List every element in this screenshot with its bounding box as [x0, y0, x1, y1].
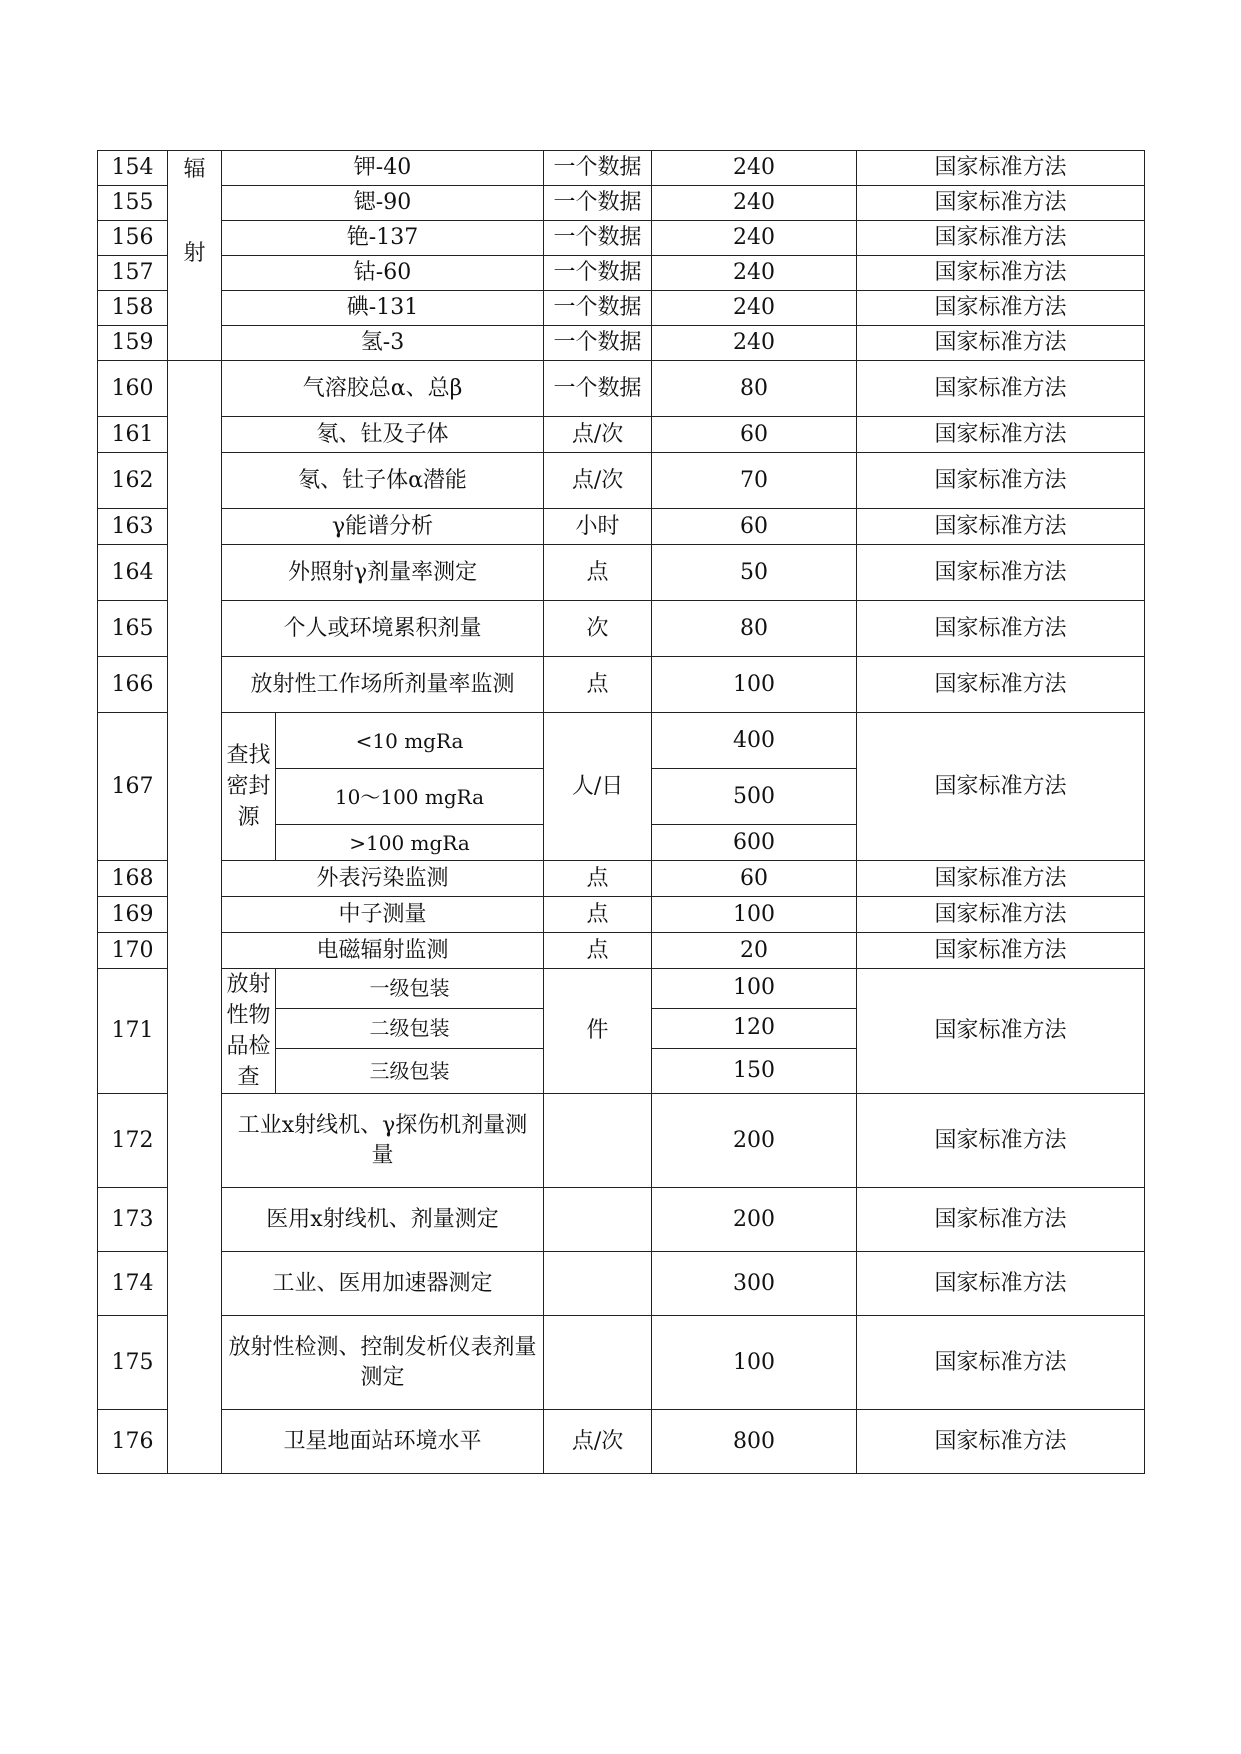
cell-method: 国家标准方法 — [857, 417, 1145, 453]
cell-method: 国家标准方法 — [857, 1410, 1145, 1474]
cell-no: 174 — [98, 1252, 168, 1316]
cell-unit: 一个数据 — [544, 186, 652, 221]
cell-no: 159 — [98, 326, 168, 361]
cell-no: 164 — [98, 545, 168, 601]
cell-method: 国家标准方法 — [857, 151, 1145, 186]
table-row — [98, 933, 1145, 969]
cell-item: 氡、钍子体α潜能 — [222, 453, 544, 509]
cell-item: 工业、医用加速器测定 — [222, 1252, 544, 1316]
sub-item: 一级包装 — [276, 969, 544, 1009]
cell-method: 国家标准方法 — [857, 509, 1145, 545]
cell-unit: 点/次 — [544, 453, 652, 509]
cell-item: 中子测量 — [222, 897, 544, 933]
cell-unit — [544, 1188, 652, 1252]
table-row — [98, 601, 1145, 657]
cell-unit: 点/次 — [544, 1410, 652, 1474]
cell-method: 国家标准方法 — [857, 361, 1145, 417]
sub-item: >100 mgRa — [276, 825, 544, 861]
cell-unit: 点 — [544, 897, 652, 933]
cell-method: 国家标准方法 — [857, 326, 1145, 361]
table-row — [98, 291, 1145, 326]
cell-unit: 件 — [544, 969, 652, 1094]
cell-unit: 一个数据 — [544, 361, 652, 417]
cell-no: 154 — [98, 151, 168, 186]
cell-method: 国家标准方法 — [857, 545, 1145, 601]
cell-unit: 人/日 — [544, 713, 652, 861]
cell-unit: 点 — [544, 861, 652, 897]
sub-item: 三级包装 — [276, 1048, 544, 1093]
cell-no: 156 — [98, 221, 168, 256]
sub-item: 二级包装 — [276, 1008, 544, 1048]
cell-unit: 点 — [544, 933, 652, 969]
cell-unit — [544, 1094, 652, 1188]
cell-price: 60 — [652, 509, 857, 545]
cell-price: 80 — [652, 601, 857, 657]
cell-no: 175 — [98, 1316, 168, 1410]
table-row — [98, 1252, 1145, 1316]
table-row — [98, 361, 1145, 417]
cell-method: 国家标准方法 — [857, 1188, 1145, 1252]
cell-item: 个人或环境累积剂量 — [222, 601, 544, 657]
cell-no: 166 — [98, 657, 168, 713]
cell-item: 放射性检测、控制发析仪表剂量测定 — [222, 1316, 544, 1410]
cell-method: 国家标准方法 — [857, 1316, 1145, 1410]
cell-no: 161 — [98, 417, 168, 453]
cell-item: 锶-90 — [222, 186, 544, 221]
cell-method: 国家标准方法 — [857, 933, 1145, 969]
cell-price: 50 — [652, 545, 857, 601]
table-row — [98, 509, 1145, 545]
cell-no: 167 — [98, 713, 168, 861]
table-row — [98, 151, 1145, 186]
cell-unit: 小时 — [544, 509, 652, 545]
cell-method: 国家标准方法 — [857, 969, 1145, 1094]
cell-item: 氡、钍及子体 — [222, 417, 544, 453]
cell-unit: 一个数据 — [544, 221, 652, 256]
cell-price: 100 — [652, 657, 857, 713]
table-row — [98, 326, 1145, 361]
table-row — [98, 545, 1145, 601]
cell-price: 80 — [652, 361, 857, 417]
cell-price: 300 — [652, 1252, 857, 1316]
cell-price: 120 — [652, 1008, 857, 1048]
cell-price: 240 — [652, 326, 857, 361]
cell-price: 400 — [652, 713, 857, 769]
cell-price: 240 — [652, 291, 857, 326]
cell-no: 165 — [98, 601, 168, 657]
table-row — [98, 453, 1145, 509]
cell-method: 国家标准方法 — [857, 453, 1145, 509]
cell-unit: 点 — [544, 657, 652, 713]
cell-method: 国家标准方法 — [857, 861, 1145, 897]
cell-method: 国家标准方法 — [857, 601, 1145, 657]
cell-unit: 次 — [544, 601, 652, 657]
cell-price: 100 — [652, 969, 857, 1009]
cell-price: 240 — [652, 151, 857, 186]
cell-price: 240 — [652, 256, 857, 291]
cell-price: 240 — [652, 186, 857, 221]
cell-method: 国家标准方法 — [857, 657, 1145, 713]
cell-method: 国家标准方法 — [857, 1252, 1145, 1316]
table-row — [98, 221, 1145, 256]
table-row — [98, 897, 1145, 933]
cell-price: 240 — [652, 221, 857, 256]
cell-no: 157 — [98, 256, 168, 291]
cell-price: 60 — [652, 417, 857, 453]
cell-method: 国家标准方法 — [857, 186, 1145, 221]
cell-unit: 一个数据 — [544, 256, 652, 291]
cell-price: 600 — [652, 825, 857, 861]
table-row — [98, 1188, 1145, 1252]
cell-no: 169 — [98, 897, 168, 933]
cell-unit: 点 — [544, 545, 652, 601]
cell-item: 放射性工作场所剂量率监测 — [222, 657, 544, 713]
cell-item: 电磁辐射监测 — [222, 933, 544, 969]
cell-price: 100 — [652, 1316, 857, 1410]
cell-no: 173 — [98, 1188, 168, 1252]
cell-no: 170 — [98, 933, 168, 969]
sub-item: 10～100 mgRa — [276, 769, 544, 825]
cell-unit: 一个数据 — [544, 151, 652, 186]
sub-item: <10 mgRa — [276, 713, 544, 769]
category-cell — [168, 151, 222, 361]
cell-unit — [544, 1252, 652, 1316]
cell-no: 172 — [98, 1094, 168, 1188]
cell-method: 国家标准方法 — [857, 256, 1145, 291]
cell-no: 163 — [98, 509, 168, 545]
table-row — [98, 713, 1145, 769]
table-row — [98, 861, 1145, 897]
cell-price: 200 — [652, 1094, 857, 1188]
group-label: 放射性物品检查 — [222, 969, 276, 1094]
table-row — [98, 1316, 1145, 1410]
cell-item: 碘-131 — [222, 291, 544, 326]
table-row — [98, 1094, 1145, 1188]
cell-no: 160 — [98, 361, 168, 417]
cell-no: 176 — [98, 1410, 168, 1474]
cell-no: 171 — [98, 969, 168, 1094]
document-page — [97, 150, 1144, 1474]
cell-item: 钴-60 — [222, 256, 544, 291]
table-row — [98, 417, 1145, 453]
cell-no: 162 — [98, 453, 168, 509]
category-char: 射 — [183, 241, 206, 266]
cell-no: 168 — [98, 861, 168, 897]
cell-unit: 一个数据 — [544, 291, 652, 326]
fee-table — [97, 150, 1145, 1474]
category-char: 辐 — [183, 157, 206, 182]
cell-price: 70 — [652, 453, 857, 509]
cell-method: 国家标准方法 — [857, 897, 1145, 933]
cell-price: 100 — [652, 897, 857, 933]
cell-unit — [544, 1316, 652, 1410]
table-row — [98, 256, 1145, 291]
cell-price: 500 — [652, 769, 857, 825]
cell-price: 20 — [652, 933, 857, 969]
cell-no: 158 — [98, 291, 168, 326]
table-row — [98, 186, 1145, 221]
cell-method: 国家标准方法 — [857, 713, 1145, 861]
cell-unit: 一个数据 — [544, 326, 652, 361]
cell-item: 气溶胶总α、总β — [222, 361, 544, 417]
cell-method: 国家标准方法 — [857, 291, 1145, 326]
cell-item: 外表污染监测 — [222, 861, 544, 897]
cell-item: γ能谱分析 — [222, 509, 544, 545]
table-row — [98, 969, 1145, 1009]
cell-method: 国家标准方法 — [857, 221, 1145, 256]
category-cell-empty — [168, 361, 222, 1474]
cell-price: 60 — [652, 861, 857, 897]
cell-price: 800 — [652, 1410, 857, 1474]
cell-unit: 点/次 — [544, 417, 652, 453]
cell-no: 155 — [98, 186, 168, 221]
cell-item: 钾-40 — [222, 151, 544, 186]
cell-item: 医用x射线机、剂量测定 — [222, 1188, 544, 1252]
cell-price: 200 — [652, 1188, 857, 1252]
cell-method: 国家标准方法 — [857, 1094, 1145, 1188]
cell-item: 氢-3 — [222, 326, 544, 361]
group-label: 查找密封源 — [222, 713, 276, 861]
cell-price: 150 — [652, 1048, 857, 1093]
table-row — [98, 657, 1145, 713]
table-row — [98, 1410, 1145, 1474]
cell-item: 铯-137 — [222, 221, 544, 256]
cell-item: 外照射γ剂量率测定 — [222, 545, 544, 601]
cell-item: 工业x射线机、γ探伤机剂量测量 — [222, 1094, 544, 1188]
cell-item: 卫星地面站环境水平 — [222, 1410, 544, 1474]
